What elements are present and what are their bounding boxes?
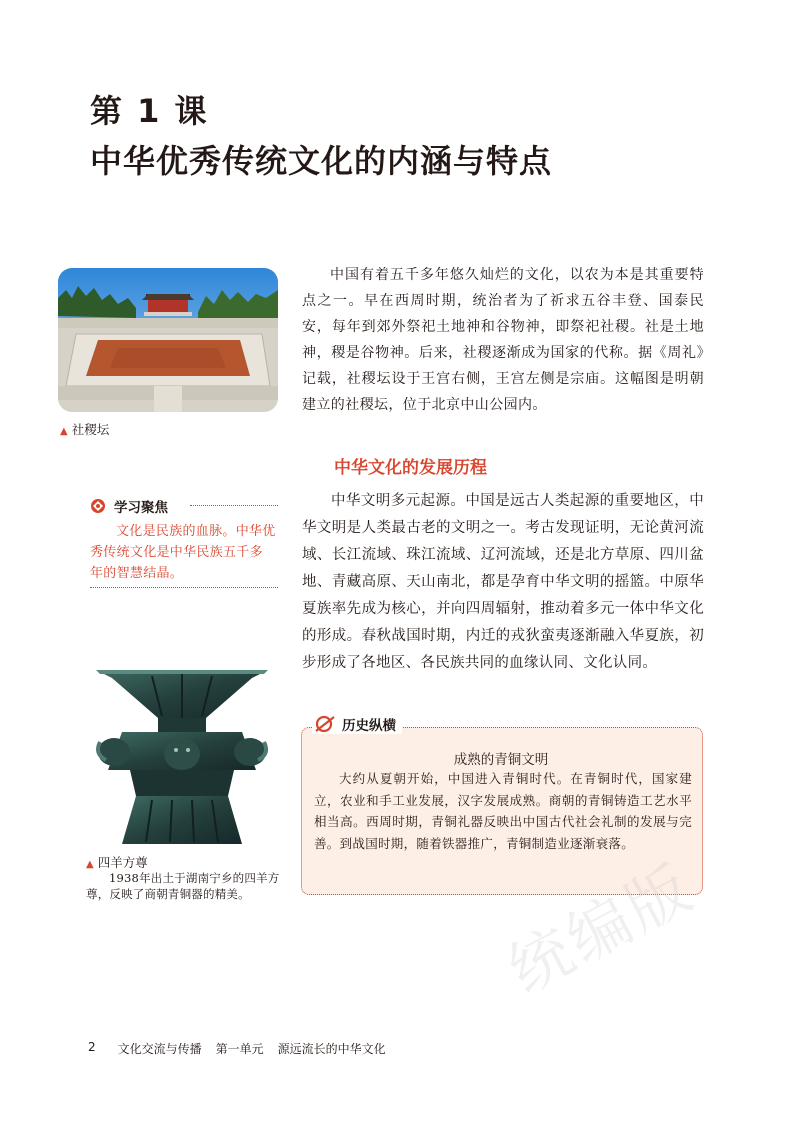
focus-bottom-divider (90, 587, 278, 588)
history-text: 大约从夏朝开始，中国进入青铜时代。在青铜时代，国家建立，农业和手工业发展，汉字发展成熟。商朝的青铜铸造工艺水平相当高。西周时期，青铜礼器反映出中国古代社会礼制的发展与完善。到战国时期，随着铁器推广，青铜制造业逐渐衰落。 (314, 771, 692, 851)
vessel-description: 1938年出土于湖南宁乡的四羊方尊，反映了商朝青铜器的精美。 (86, 871, 280, 901)
footer-unit: 第一单元 (215, 1042, 264, 1056)
section-text: 中华文明多元起源。中国是远古人类起源的重要地区，中华文明是人类最古老的文明之一。考古发现证明，无论黄河流域、长江流域、珠江流域、辽河流域，还是北方草原、四川盆地、青藏高原、天山南北，都是孕育中华文明的摇篮。中原华夏族率先成为核心，并向四周辐射，推动着多元一体中华文化的形成。春秋战国时期，内迁的戎狄蛮夷逐渐融入华夏族，初步形成了各地区、各民族共同的血缘认同、文化认同。 (302, 493, 704, 671)
altar-photo (58, 268, 278, 412)
footer-unit-title: 源远流长的中华文化 (277, 1042, 386, 1056)
watermark: 统编版 (496, 850, 706, 1008)
intro-paragraph (302, 262, 704, 418)
lesson-title: 中华优秀传统文化的内涵与特点 (90, 142, 553, 180)
history-body (314, 768, 692, 854)
altar-photo-image (58, 268, 278, 412)
focus-icon (90, 498, 106, 514)
caption-triangle-icon: ▲ (60, 426, 68, 437)
vessel-photo (92, 660, 272, 850)
focus-divider (190, 505, 278, 506)
focus-text: 文化是民族的血脉。中华优秀传统文化是中华民族五千多年的智慧结晶。 (90, 524, 276, 581)
history-title: 成熟的青铜文明 (453, 752, 549, 768)
focus-label: 学习聚焦 (114, 500, 168, 516)
intro-text: 中国有着五千多年悠久灿烂的文化，以农为本是其重要特点之一。早在西周时期，统治者为了祈求五谷丰登、国泰民安，每年到郊外祭祀土地神和谷物神，即祭祀社稷。社是土地神，稷是谷物神。后来，社稷逐渐成为国家的代称。据《周礼》记载，社稷坛设于王宫右侧，王宫左侧是宗庙。这幅图是明朝建立的社稷坛，位于北京中山公园内。 (302, 267, 704, 413)
lesson-number: 第 1 课 (90, 92, 209, 130)
history-label: 历史纵横 (342, 718, 396, 734)
section-body (302, 488, 704, 677)
section-heading: 中华文化的发展历程 (334, 458, 487, 478)
vessel-caption-text: 四羊方尊 (97, 855, 148, 870)
history-header (312, 714, 402, 734)
footer-book: 文化交流与传播 (117, 1042, 202, 1056)
vessel-image (92, 660, 272, 850)
page-number: 2 (88, 1040, 96, 1054)
focus-body (90, 521, 276, 584)
altar-caption-text: 社稷坛 (71, 422, 110, 437)
vessel-caption (86, 853, 282, 871)
history-icon (314, 715, 336, 733)
focus-header (90, 496, 278, 516)
page-footer (88, 1040, 386, 1057)
altar-caption (60, 420, 109, 438)
caption-triangle-icon: ▲ (86, 859, 94, 870)
